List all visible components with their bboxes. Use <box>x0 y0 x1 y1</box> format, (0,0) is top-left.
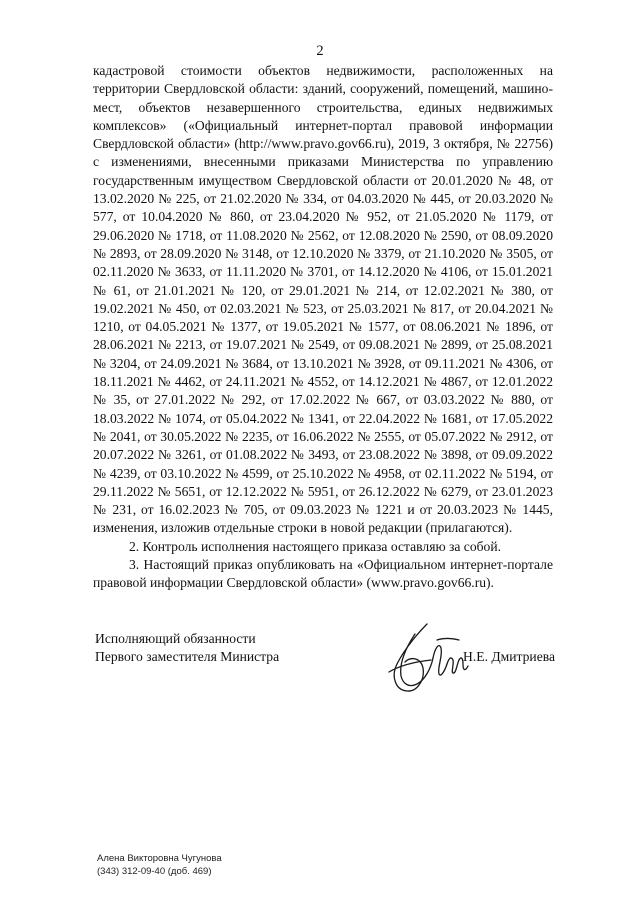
signer-name: Н.Е. Дмитриева <box>463 649 555 664</box>
executor-info <box>97 852 222 878</box>
signer-position <box>95 630 335 667</box>
executor-phone: (343) 312-09-40 (доб. 469) <box>97 866 212 877</box>
signature-block <box>95 630 555 700</box>
document-body <box>93 62 553 593</box>
signer-position-line-1: Исполняющий обязанности <box>95 631 256 646</box>
item-3-paragraph: 3. Настоящий приказ опубликовать на «Официальном интернет-портале правовой информации Свердловской области» (www.pravo.gov66.ru). <box>93 557 553 591</box>
handwritten-signature <box>375 618 475 700</box>
executor-name: Алена Викторовна Чугунова <box>97 853 222 864</box>
page-number: 2 <box>316 43 324 59</box>
item-2-paragraph: 2. Контроль исполнения настоящего приказа оставляю за собой. <box>129 538 502 554</box>
signer-position-line-2: Первого заместителя Министра <box>95 649 280 665</box>
continuation-paragraph: кадастровой стоимости объектов недвижимости, расположенных на территории Свердловской области: зданий, сооружений, помещений, машино-мест, объектов незавершенного строительства, единых недвижимых комплексов» («Официальный интернет-портал правовой информации Свердловской области» (http://www.pravo.gov66.ru), 2019, 3 октября, № 22756) с изменениями, внесенными приказами Министерства по управлению государственным имуществом Свердловской области от 20.01.2020 № 48, от 13.02.2020 № 225, от 21.02.2020 № 334, от 04.03.2020 № 445, от 20.03.2020 № 577, от 10.04.2020 № 860, от 23.04.2020 № 952, от 21.05.2020 № 1179, от 29.06.2020 № 1718, от 11.08.2020 № 2562, от 12.08.2020 № 2590, от 08.09.2020 № 2893, от 28.09.2020 № 3148, от 12.10.2020 № 3379, от 21.10.2020 № 3505, от 02.11.2020 № 3633, от 11.11.2020 № 3701, от 14.12.2020 № 4106, от 15.01.2021 № 61, от 21.01.2021 № 120, от 29.01.2021 № 214, от 12.02.2021 № 380, от 19.02.2021 № 450, от 02.03.2021 № 523, от 25.03.2021 № 817, от 20.04.2021 № 1210, от 04.05.2021 № 1377, от 19.05.2021 № 1577, от 08.06.2021 № 1896, от 28.06.2021 № 2213, от 19.07.2021 № 2549, от 09.08.2021 № 2899, от 25.08.2021 № 3204, от 24.09.2021 № 3684, от 13.10.2021 № 3928, от 09.11.2021 № 4306, от 18.11.2021 № 4462, от 24.11.2021 № 4552, от 14.12.2021 № 4867, от 12.01.2022 № 35, от 27.01.2022 № 292, от 17.02.2022 № 667, от 03.03.2022 № 880, от 18.03.2022 № 1074, от 05.04.2022 № 1341, от 22.04.2022 № 1681, от 17.05.2022 № 2041, от 30.05.2022 № 2235, от 16.06.2022 № 2555, от 05.07.2022 № 2912, от 20.07.2022 № 3261, от 01.08.2022 № 3493, от 23.08.2022 № 3898, от 09.09.2022 № 4239, от 03.10.2022 № 4599, от 25.10.2022 № 4958, от 02.11.2022 № 5194, от 29.11.2022 № 5651, от 12.12.2022 № 5951, от 26.12.2022 № 6279, от 23.01.2023 № 231, от 16.02.2023 № 705, от 09.03.2023 № 1221 и от 20.03.2023 № 1445, изменения, изложив отдельные строки в новой редакции (прилагаются). <box>93 63 553 536</box>
